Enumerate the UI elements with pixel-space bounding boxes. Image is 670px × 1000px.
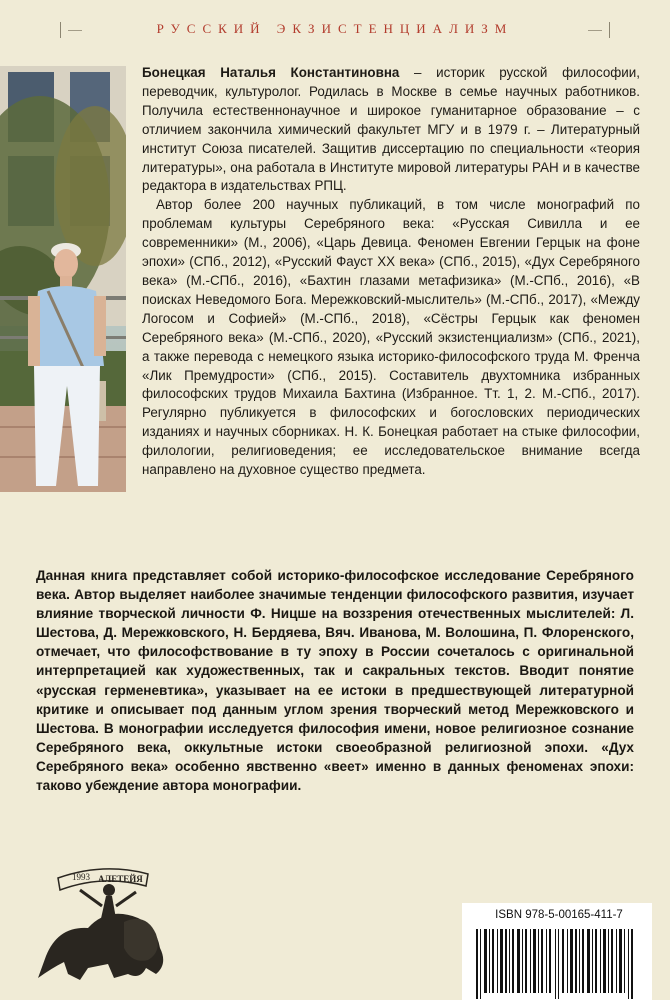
author-photo <box>0 66 126 492</box>
author-bio <box>142 64 640 480</box>
logo-year: 1993 <box>72 872 90 882</box>
header-rule <box>68 30 82 31</box>
isbn-number: ISBN 978-5-00165-411-7 <box>495 909 623 921</box>
header-rule <box>588 30 602 31</box>
series-header <box>0 10 670 50</box>
logo-name: АЛЕТЕЙЯ <box>98 874 143 884</box>
barcode-bars <box>476 929 638 999</box>
bio-paragraph <box>142 64 640 196</box>
bio-paragraph: Автор более 200 научных публикаций, в том числе монографий по проблемам культуры Серебряного века: «Русская Сивилла и ее современники» (М., 2006), «Царь Девица. Феномен Евгении Герцык на фоне эпохи» (СПб., 2012), «Русский Фауст ХХ века» (СПб., 2015), «Дух Серебряного века» (М.-СПб., 2016), «Бахтин глазами метафизика» (М.-СПб., 2016), «В поисках Неведомого Бога. Мережковский-мыслитель» (М.-СПб., 2017), «Между Логосом и Софией» (М.-СПб., 2018), «Сёстры Герцык как феномен Серебряного века» (М.-СПб., 2020), «Русский экзистенциализм» (СПб., 2021), а также перевода с немецкого языка историко-философского труда М. Френча «Лик Премудрости» (СПб., 2015). Составитель двухтомника избранных философских трудов Михаила Бахтина (Избранное. Тт. 1, 2. М.-СПб., 2017). Регулярно публикуется в философских и богословских периодических изданиях и научных сборниках. Н. К. Бонецкая работает на стыке философии, филологии, религиоведения; ее исследовательское внимание всегда направлено на духовное существо предмета. <box>142 197 640 478</box>
series-title: РУССКИЙ ЭКЗИСТЕНЦИАЛИЗМ <box>156 21 514 36</box>
book-annotation: Данная книга представляет собой историко-философское исследование Серебряного века. Автор выделяет наиболее значимые тенденции философского развития, изучает влияние творческой личности Ф. Ницше на воззрения отечественных мыслителей: Л. Шестова, Д. Мережковского, Н. Бердяева, Вяч. Иванова, М. Волошина, П. Флоренского, отмечает, что философствование в ту эпоху в России сочеталось с оригинальной интерпретацией как художественных, так и сакральных текстов. Вводит понятие «русская герменевтика», указывает на ее истоки в предшествующей литературной критике и описывает под данным углом зрения творческий метод Мережковского и Шестова. В монографии исследуется философия имени, новое религиозное сознание Серебряного века, оккультные истоки своеобразной религиозной эпохи. «Дух Серебряного века» особенно явственно «веет» именно в данных феноменах эпохи: таково убеждение автора монографии. <box>36 568 634 794</box>
bio-text: – историк русской философии, переводчик, культуролог. Родилась в Москве в семье научных работников. Получила естественнонаучное и широкое гуманитарное образование – с отличием закончила химический факультет МГУ и в 1979 г. – Литературный институт Союза писателей. Защитив диссертацию по специальности «теория литературы», она работала в Институте мировой литературы РАН и в качестве редактора в издательствах РПЦ. <box>142 65 640 194</box>
author-name: Бонецкая Наталья Константиновна <box>142 65 400 80</box>
publisher-logo <box>28 856 178 986</box>
header-divider <box>609 22 610 38</box>
isbn-barcode <box>462 903 652 1000</box>
header-divider <box>60 22 61 38</box>
